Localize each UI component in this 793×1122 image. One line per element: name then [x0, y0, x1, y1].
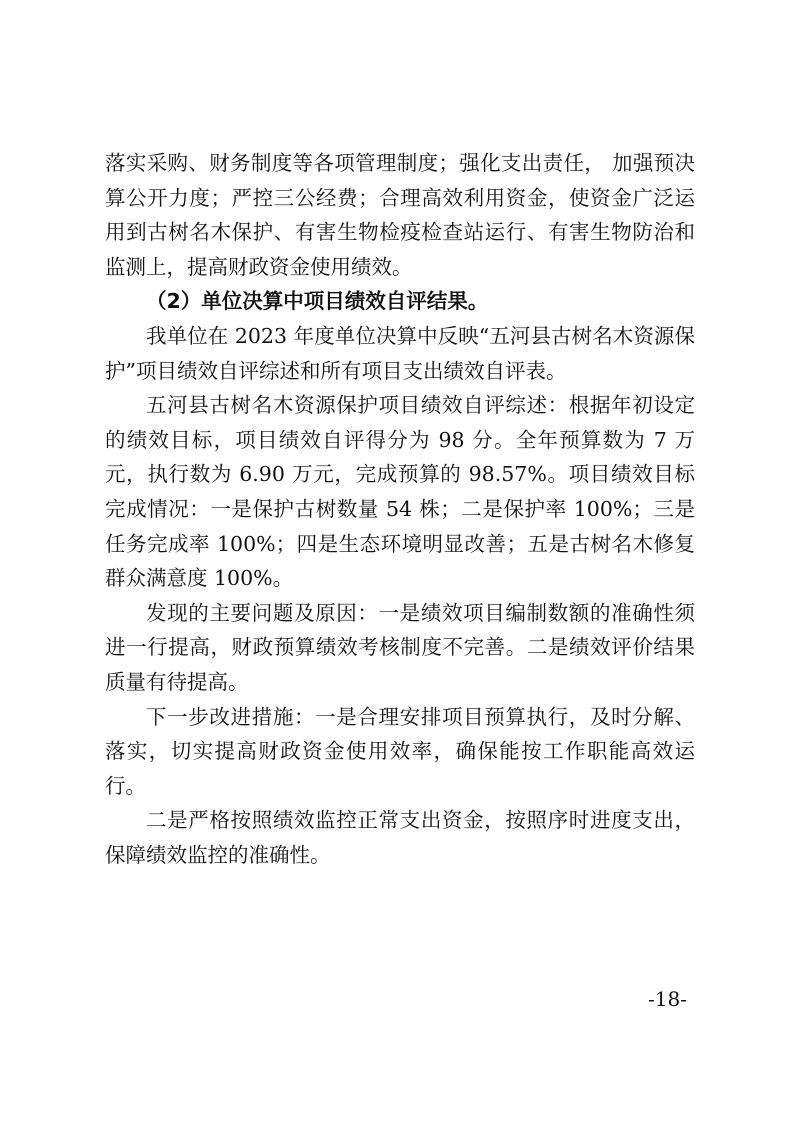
paragraph-problems: 发现的主要问题及原因：一是绩效项目编制数额的准确性须进一行提高，财政预算绩效考核制度不完善。二是绩效评价结果质量有待提高。 — [105, 600, 695, 694]
page-number: -18- — [648, 987, 687, 1011]
section-heading: （2）单位决算中项目绩效自评结果。 — [146, 289, 489, 314]
paragraph-management-measures: 落实采购、财务制度等各项管理制度；强化支出责任， 加强预决算公开力度；严控三公经费；合理高效利用资金，使资金广泛运用到古树名木保护、有害生物检疫检查站运行、有害生物防治和监测上，提高财政资金使用绩效。 — [105, 151, 695, 279]
paragraph-improvement-measures: 下一步改进措施：一是合理安排项目预算执行，及时分解、落实，切实提高财政资金使用效率，确保能按工作职能高效运行。 — [105, 704, 695, 798]
document-body — [105, 146, 695, 872]
paragraph-improvement-second: 二是严格按照绩效监控正常支出资金，按照序时进度支出，保障绩效监控的准确性。 — [105, 808, 695, 867]
paragraph-project-summary: 五河县古树名木资源保护项目绩效自评综述：根据年初设定的绩效目标，项目绩效自评得分为 98 分。全年预算数为 7 万元，执行数为 6.90 万元，完成预算的 98.57%。项目绩效目标完成情况：一是保护古树数量 54 株；二是保护率 100%；三是任务完成率 100%；四是生态环境明显改善；五是古树名木修复群众满意度 100%。 — [105, 393, 695, 591]
paragraph-self-evaluation-intro: 我单位在 2023 年度单位决算中反映“五河县古树名木资源保护”项目绩效自评综述和所有项目支出绩效自评表。 — [105, 323, 695, 383]
